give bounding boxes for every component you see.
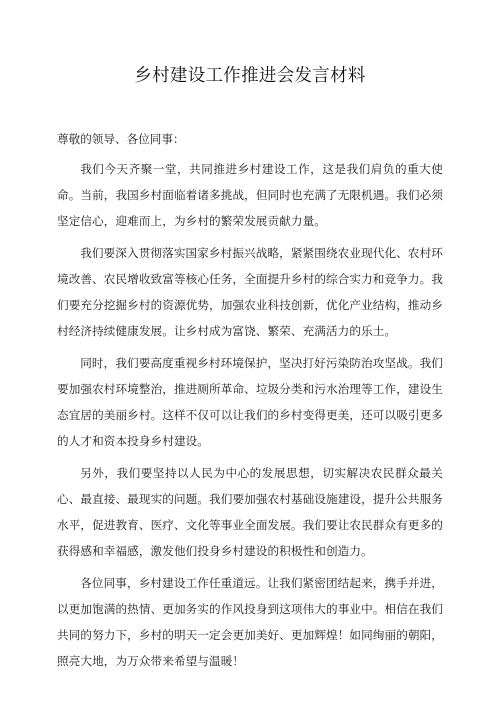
- paragraph-4: 另外，我们要坚持以人民为中心的发展思想，切实解决农民群众最关心、最直接、最现实的问题。我们要加强农村基础设施建设，提升公共服务水平，促进教育、医疗、文化等事业全面发展。我们要让农民群众有更多的获得感和幸福感，激发他们投身乡村建设的积极性和创造力。: [57, 466, 443, 558]
- paragraph-2: 我们要深入贯彻落实国家乡村振兴战略，紧紧围绕农业现代化、农村环境改善、农民增收致富等核心任务，全面提升乡村的综合实力和竞争力。我们要充分挖掘乡村的资源优势，加强农业科技创新，优化产业结构，推动乡村经济持续健康发展。让乡村成为富饶、繁荣、充满活力的乐土。: [57, 246, 443, 338]
- document-title: 乡村建设工作推进会发言材料: [134, 66, 366, 86]
- paragraph-3: 同时，我们要高度重视乡村环境保护，坚决打好污染防治攻坚战。我们要加强农村环境整治，推进厕所革命、垃圾分类和污水治理等工作，建设生态宜居的美丽乡村。这样不仅可以让我们的乡村变得更美，还可以吸引更多的人才和资本投身乡村建设。: [57, 356, 443, 448]
- paragraph-1: 我们今天齐聚一堂，共同推进乡村建设工作，这是我们肩负的重大使命。当前，我国乡村面临着诸多挑战，但同时也充满了无限机遇。我们必须坚定信心，迎难而上，为乡村的繁荣发展贡献力量。: [57, 162, 443, 228]
- paragraph-5: 各位同事，乡村建设工作任重道远。让我们紧密团结起来，携手并进，以更加饱满的热情、更加务实的作风投身到这项伟大的事业中。相信在我们共同的努力下，乡村的明天一定会更加美好、更加辉煌！如同绚丽的朝阳，照亮大地，为万众带来希望与温暖！: [57, 576, 443, 668]
- salutation: 尊敬的领导、各位同事：: [57, 132, 185, 146]
